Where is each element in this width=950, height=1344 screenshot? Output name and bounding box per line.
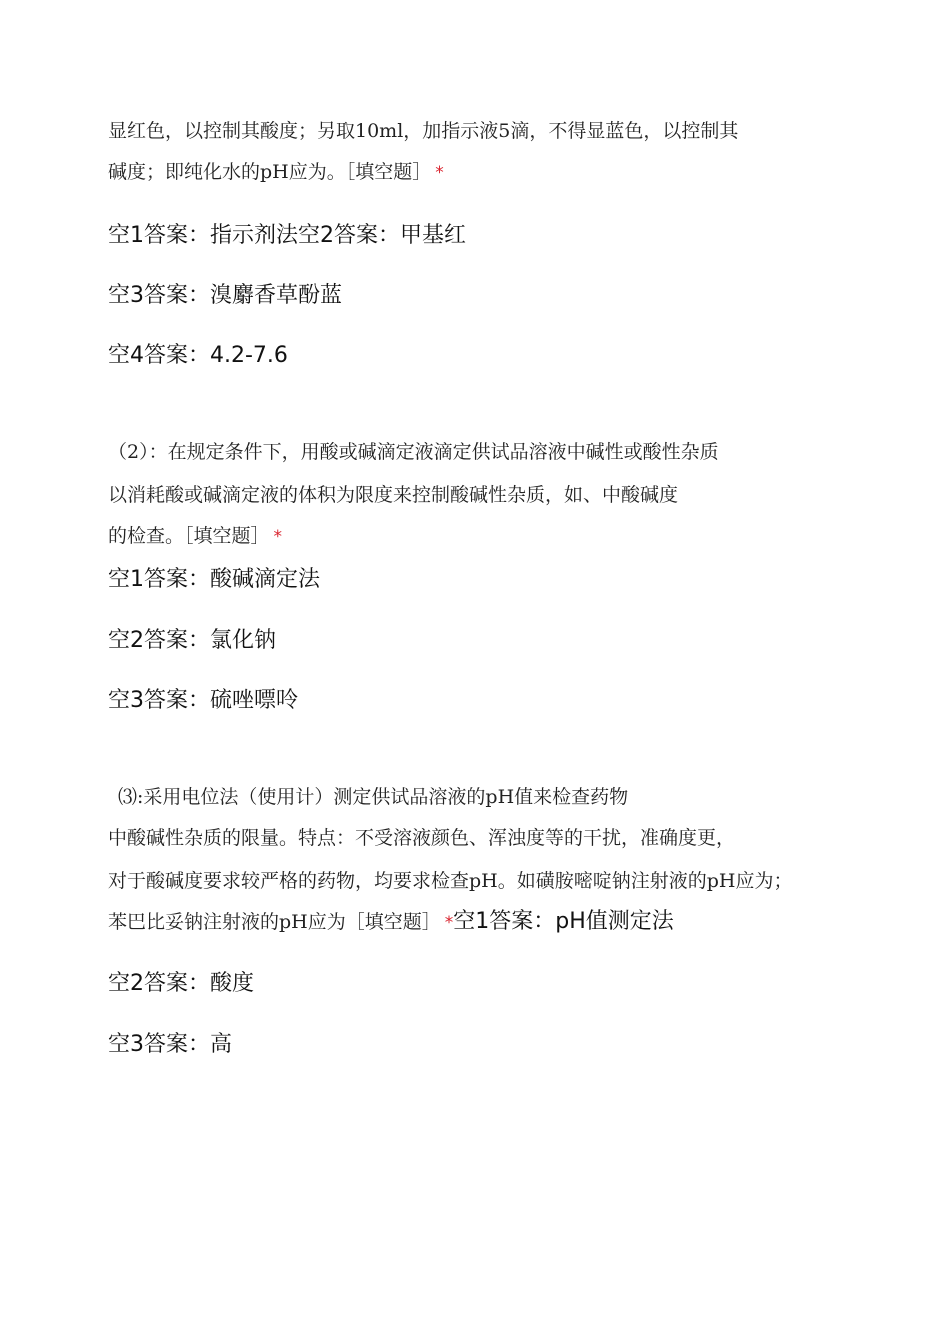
answer-3: 空4答案：4.2-7.6: [108, 343, 288, 368]
question-2-line-3-text: 的检查。［填空题］: [108, 525, 270, 547]
question-3-line-3: 对于酸碱度要求较严格的药物，均要求检查pH。如磺胺嘧啶钠注射液的pH应为；: [108, 870, 793, 892]
answer-5: 空2答案：氯化钠: [108, 628, 276, 653]
question-1-line-2-text: 碱度；即纯化水的pH应为。［填空题］: [108, 161, 432, 183]
question-3-line-4: [108, 911, 674, 933]
required-mark: *: [444, 913, 454, 933]
answer-9: 空3答案：高: [108, 1032, 232, 1057]
question-1-line-1: 显红色，以控制其酸度；另取10ml，加指示液5滴，不得显蓝色，以控制其: [108, 120, 739, 142]
answer-4: 空1答案：酸碱滴定法: [108, 567, 320, 592]
question-3-line-2: 中酸碱性杂质的限量。特点：不受溶液颜色、浑浊度等的干扰，准确度更，: [108, 827, 736, 849]
answer-6: 空3答案：硫唑嘌呤: [108, 688, 298, 713]
question-1-line-2: [108, 163, 444, 182]
question-2-line-3: [108, 527, 282, 546]
question-3-line-4-text: 苯巴比妥钠注射液的pH应为［填空题］: [108, 911, 441, 933]
answer-8: 空2答案：酸度: [108, 971, 254, 996]
question-2-line-1: （2）：在规定条件下，用酸或碱滴定液滴定供试品溶液中碱性或酸性杂质: [108, 441, 719, 463]
question-2-line-2: 以消耗酸或碱滴定液的体积为限度来控制酸碱性杂质，如、中酸碱度: [108, 484, 679, 506]
required-mark: *: [435, 163, 444, 183]
answer-1: 空1答案：指示剂法空2答案：甲基红: [108, 223, 466, 248]
question-3-line-1: ⑶:采用电位法（使用计）测定供试品溶液的pH值来检查药物: [118, 786, 629, 808]
answer-7: 空1答案：pH值测定法: [453, 909, 674, 934]
answer-2: 空3答案：溴麝香草酚蓝: [108, 283, 342, 308]
required-mark: *: [273, 527, 283, 547]
